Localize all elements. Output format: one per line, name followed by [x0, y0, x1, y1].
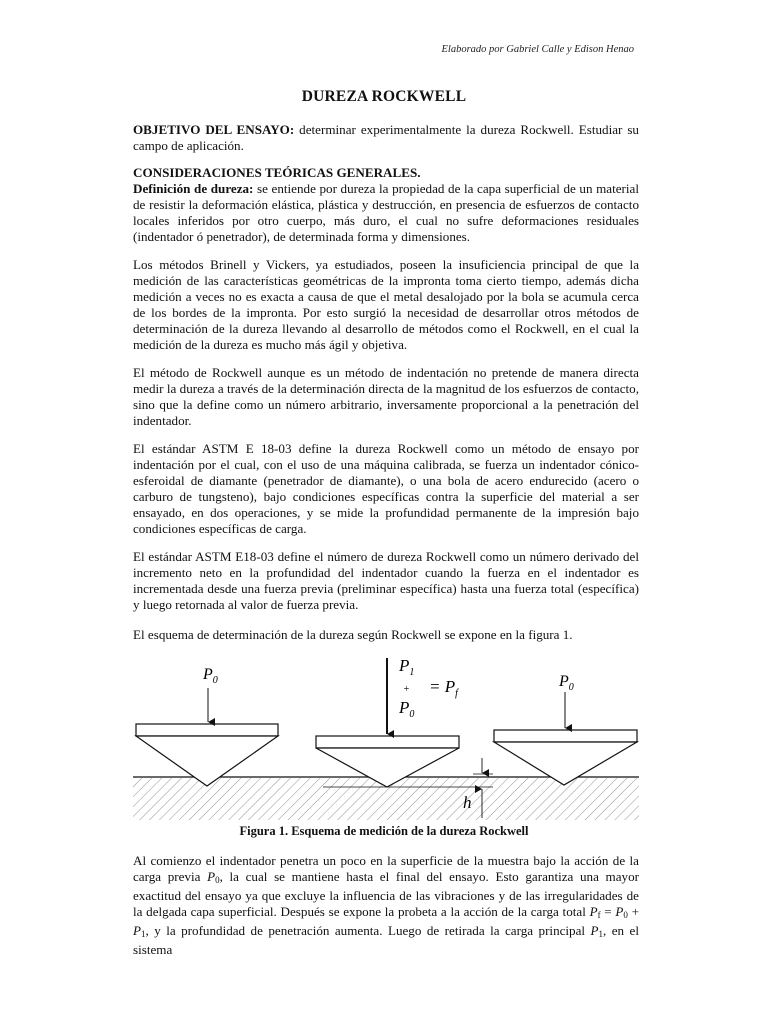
page-title: DUREZA ROCKWELL [301, 88, 467, 105]
label-pf: = $P_f$ [429, 677, 458, 699]
procedure-paragraph [133, 853, 639, 958]
objective-label: OBJETIVO DEL ENSAYO: [133, 122, 295, 137]
objective-section [133, 122, 639, 154]
definition-text: se entiende por dureza la propiedad de la capa superficial de un material de resistir la deformación elástica, plástica y destrucción, en presencia de esfuerzos de contacto locales inferidos por otro cuerpo, más duro, el cual no sufre deformaciones residuales (indentador ó penetrador), de determinada forma y dimensiones. [133, 181, 640, 244]
symbol-p0: P [207, 869, 216, 884]
symbol-equals: = [600, 904, 616, 919]
definition-label: Definición de dureza: [133, 181, 254, 196]
esquema-paragraph: El esquema de determinación de la dureza según Rockwell se expone en la figura 1. [133, 627, 573, 642]
procedure-text-3: , y la profundidad de penetración aumenta. Luego de retirada la carga principal [145, 923, 591, 938]
symbol-p1-sub: 1 [141, 929, 146, 939]
rockwell-diagram [133, 648, 639, 824]
indenter-right [494, 692, 637, 785]
brinell-paragraph: Los métodos Brinell y Vickers, ya estudiados, poseen la insuficiencia principal de que la medición de las características geométricas de la impronta toma cierto tiempo, además dicha medición a veces no es exacta a causa de que el metal desalojado por la bola se acumula cerca de los bordes de la impronta. Por esto surgió la necesidad de desarrollar otros métodos de determinación de la dureza llevando al desarrollo de métodos como el Rockwell, en el cual la medición de la dureza es mucho más ágil y objetiva. [133, 257, 639, 352]
author-header: Elaborado por Gabriel Calle y Edison Henao [441, 44, 634, 55]
symbol-pf: P [589, 904, 598, 919]
objective-text: determinar experimentalmente la dureza Rockwell. Estudiar su campo de aplicación. [133, 122, 639, 153]
symbol-p0-sub: 0 [215, 875, 220, 885]
indenter-left [136, 688, 278, 786]
label-p0-mid: $P_0$ [399, 698, 415, 720]
procedure-text-2: , la cual se mantiene hasta el final del ensayo. Esto garantiza una mayor exactitud del ensayo ya que excluye la influencia de las vibraciones y de las irregularidades de la delgada capa superficial. Después se expone la probeta a la acción de la carga total [133, 869, 639, 919]
symbol-plus: + [627, 904, 639, 919]
objective-paragraph [133, 122, 639, 154]
metodo-paragraph: El método de Rockwell aunque es un método de indentación no pretende de manera directa medir la dureza a través de la determinación directa de la magnitud de los esfuerzos de contacto, sino que la define como un número arbitrario, inversamente proporcional a la penetración del indentador. [133, 365, 639, 428]
astm-number-paragraph: El estándar ASTM E18-03 define el número de dureza Rockwell como un número derivado del incremento neto en la profundidad del indentador cuando la fuerza en el indentador es incrementada desde una fuerza previa (preliminar específica) hasta una fuerza total (específica) y luego retornada al valor de fuerza previa. [133, 549, 639, 612]
symbol-pf-sub: f [597, 910, 601, 920]
symbol-p0-b: P [615, 904, 624, 919]
symbol-p1: P [133, 923, 141, 938]
astm-definition-paragraph: El estándar ASTM E 18-03 define la dureza Rockwell como un método de ensayo por indentación por el cual, con el uso de una máquina calibrada, se fuerza un indentador cónico-esferoidal de diamante (penetrador de diamante), o una bola de acero endurecido (acero o carburo de tungsteno), bajo condiciones específicas contra la superficie del material a ser ensayado, en dos operaciones, y se mide la profundidad permanente de la impresión bajo condiciones específicas de carga. [133, 441, 639, 536]
definition-paragraph [133, 181, 639, 245]
label-plus: + [403, 684, 410, 695]
label-p0-left: $P_0$ [203, 666, 218, 686]
considerations-heading: CONSIDERACIONES TEÓRICAS GENERALES. [133, 165, 421, 180]
symbol-p1-b-sub: 1 [598, 929, 604, 939]
procedure-text-4: , en el sistema [133, 923, 639, 957]
label-h: h [463, 793, 472, 812]
label-p1: $P_1$ [399, 656, 415, 678]
figure-caption: Figura 1. Esquema de medición de la dureza Rockwell [239, 824, 529, 838]
procedure-text-1: Al comienzo el indentador penetra un poco en la superficie de la muestra bajo la acción de la carga previa [133, 853, 639, 884]
symbol-p1-b: P [590, 923, 599, 938]
symbol-p0-b-sub: 0 [623, 910, 628, 920]
label-p0-right: $P_0$ [559, 673, 574, 693]
considerations-section [133, 165, 639, 245]
